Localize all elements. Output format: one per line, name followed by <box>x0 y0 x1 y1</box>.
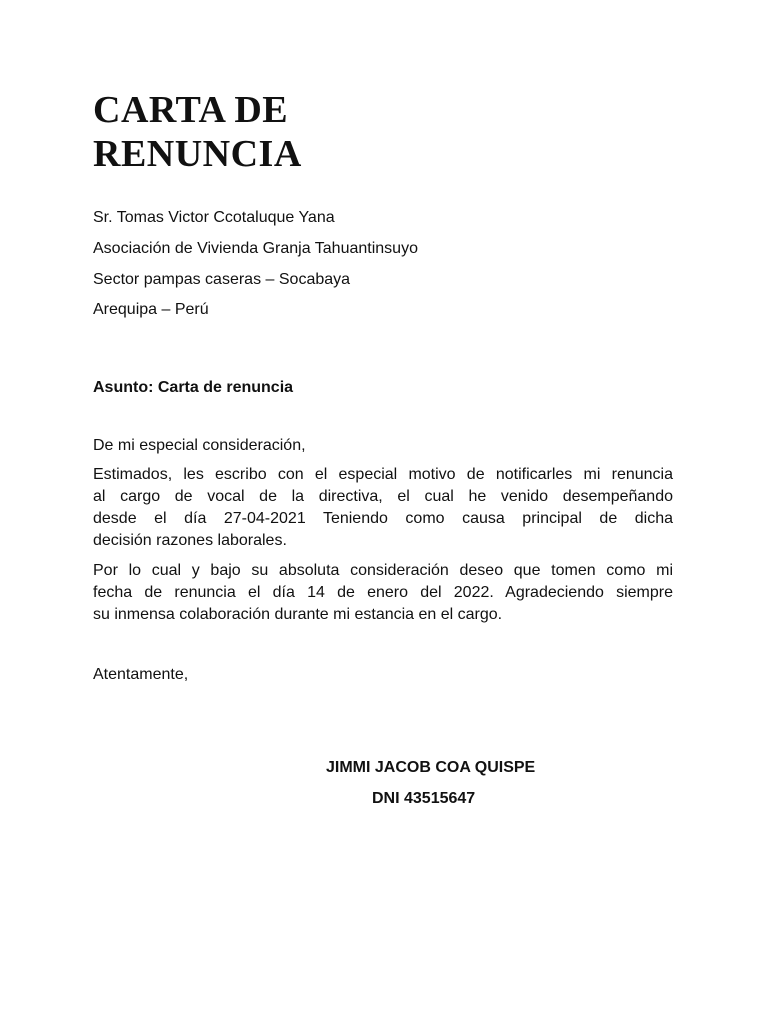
recipient-organization: Asociación de Vivienda Granja Tahuantinsuyo <box>93 240 418 257</box>
signature-dni: DNI 43515647 <box>372 790 476 807</box>
paragraph-line: su inmensa colaboración durante mi estancia en el cargo. <box>93 606 503 623</box>
paragraph-line: al cargo de vocal de la directiva, el cual he venido desempeñando <box>93 488 673 505</box>
recipient-sector: Sector pampas caseras – Socabaya <box>93 271 351 288</box>
recipient-name: Sr. Tomas Victor Ccotaluque Yana <box>93 209 335 226</box>
signature-name: JIMMI JACOB COA QUISPE <box>326 759 536 776</box>
letter-title-line-2: RENUNCIA <box>93 133 302 175</box>
body-paragraph-1 <box>93 464 673 552</box>
paragraph-line: decisión razones laborales. <box>93 532 287 549</box>
letter-subject: Asunto: Carta de renuncia <box>93 379 294 396</box>
letter-closing: Atentamente, <box>93 666 189 683</box>
paragraph-line: fecha de renuncia el día 14 de enero del 2022. Agradeciendo siempre <box>93 584 673 601</box>
paragraph-line: Estimados, les escribo con el especial motivo de notificarles mi renuncia <box>93 466 673 483</box>
paragraph-line: desde el día 27-04-2021 Teniendo como causa principal de dicha <box>93 510 673 527</box>
body-paragraph-2 <box>93 560 673 626</box>
recipient-city: Arequipa – Perú <box>93 301 209 318</box>
letter-title <box>93 88 693 176</box>
letter-title-line-1: CARTA DE <box>93 89 289 131</box>
paragraph-line: Por lo cual y bajo su absoluta consideración deseo que tomen como mi <box>93 562 673 579</box>
letter-greeting: De mi especial consideración, <box>93 437 306 454</box>
